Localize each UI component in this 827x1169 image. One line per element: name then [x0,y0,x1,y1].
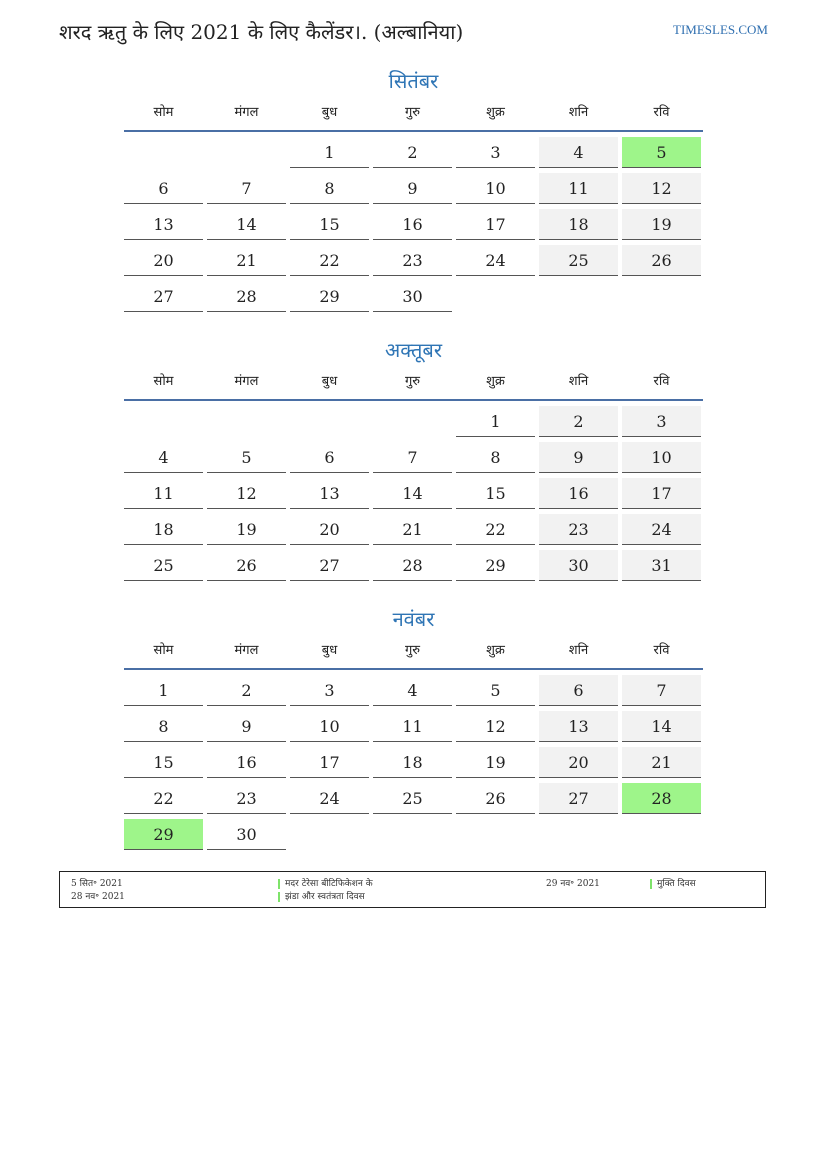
day-cell: 19 [456,747,535,778]
weekday-label: मंगल [234,643,259,658]
day-cell: 16 [373,209,452,240]
weekday-label: मंगल [234,105,259,120]
day-cell: 29 [290,281,369,312]
weekday-label: शनि [568,643,589,658]
day-cell: 28 [373,550,452,581]
holiday-day-cell: 28 [622,783,701,814]
day-cell: 4 [539,137,618,168]
day-cell: 4 [124,442,203,473]
day-cell: 13 [539,711,618,742]
weekday-label: बुध [321,105,338,120]
holiday-color-swatch [278,879,280,889]
holiday-day-cell: 29 [124,819,203,850]
day-cell: 17 [456,209,535,240]
day-cell: 13 [290,478,369,509]
legend-date: 5 सित॰ 2021 [71,879,123,889]
day-cell: 24 [290,783,369,814]
weekday-label: गुरु [404,643,421,658]
day-cell: 1 [456,406,535,437]
day-cell: 11 [124,478,203,509]
day-cell: 8 [124,711,203,742]
day-cell: 5 [207,442,286,473]
weekday-label: शनि [568,374,589,389]
day-cell: 25 [539,245,618,276]
weekday-label: रवि [653,374,670,389]
month-title: नवंबर [392,607,435,631]
day-cell: 21 [207,245,286,276]
day-cell: 27 [124,281,203,312]
weekday-label: शुक्र [486,105,505,120]
day-cell: 17 [622,478,701,509]
day-cell: 28 [207,281,286,312]
day-cell: 21 [622,747,701,778]
day-cell: 29 [456,550,535,581]
day-cell: 16 [539,478,618,509]
month-november [124,604,703,850]
day-cell: 26 [622,245,701,276]
weekday-label: बुध [321,374,338,389]
day-cell: 10 [456,173,535,204]
day-cell: 20 [290,514,369,545]
legend-date: 29 नव॰ 2021 [546,879,600,889]
day-cell: 13 [124,209,203,240]
day-cell: 19 [207,514,286,545]
weekday-label: सोम [153,643,174,658]
holiday-day-cell: 5 [622,137,701,168]
month-title: सितंबर [388,69,439,93]
day-cell: 17 [290,747,369,778]
day-cell: 15 [456,478,535,509]
empty-cell [124,137,203,168]
day-cell: 2 [373,137,452,168]
month-title: अक्तूबर [385,338,442,362]
weekday-label: मंगल [234,374,259,389]
day-cell: 24 [456,245,535,276]
weekday-label: गुरु [404,374,421,389]
page-title: शरद ऋतु के लिए 2021 के लिए कैलेंडर।. (अल्बानिया) [59,20,464,44]
day-cell: 14 [622,711,701,742]
day-cell: 12 [622,173,701,204]
day-cell: 6 [290,442,369,473]
day-cell: 19 [622,209,701,240]
day-cell: 27 [290,550,369,581]
day-grid [124,137,703,312]
legend-holiday-name: मुक्ति दिवस [650,878,696,890]
day-cell: 11 [539,173,618,204]
day-cell: 6 [539,675,618,706]
day-cell: 12 [456,711,535,742]
day-cell: 24 [622,514,701,545]
day-cell: 18 [539,209,618,240]
day-cell: 14 [373,478,452,509]
day-cell: 7 [207,173,286,204]
legend-date: 28 नव॰ 2021 [71,892,125,902]
weekday-label: रवि [653,105,670,120]
holiday-legend [59,871,766,908]
weekday-label: गुरु [404,105,421,120]
day-cell: 25 [124,550,203,581]
day-grid [124,675,703,850]
month-september [124,66,703,312]
weekday-header [124,369,703,401]
day-cell: 18 [124,514,203,545]
day-cell: 7 [373,442,452,473]
weekday-header [124,100,703,132]
empty-cell [207,406,286,437]
day-cell: 3 [456,137,535,168]
legend-holiday-name: मदर टेरेसा बीटिफिकेशन के [278,878,373,890]
empty-cell [373,406,452,437]
day-cell: 5 [456,675,535,706]
day-cell: 18 [373,747,452,778]
day-cell: 22 [456,514,535,545]
weekday-header [124,638,703,670]
day-cell: 2 [207,675,286,706]
day-cell: 30 [207,819,286,850]
day-cell: 23 [539,514,618,545]
day-cell: 16 [207,747,286,778]
day-cell: 27 [539,783,618,814]
day-cell: 9 [207,711,286,742]
empty-cell [290,406,369,437]
holiday-color-swatch [650,879,652,889]
day-cell: 8 [456,442,535,473]
day-cell: 22 [290,245,369,276]
day-cell: 7 [622,675,701,706]
day-cell: 25 [373,783,452,814]
weekday-label: शनि [568,105,589,120]
day-cell: 9 [373,173,452,204]
day-cell: 20 [124,245,203,276]
day-cell: 30 [539,550,618,581]
day-cell: 15 [124,747,203,778]
day-cell: 22 [124,783,203,814]
weekday-label: शुक्र [486,374,505,389]
day-cell: 23 [207,783,286,814]
day-cell: 1 [124,675,203,706]
legend-holiday-name: झंडा और स्वतंत्रता दिवस [278,891,365,903]
weekday-label: सोम [153,374,174,389]
day-cell: 23 [373,245,452,276]
day-cell: 8 [290,173,369,204]
day-cell: 1 [290,137,369,168]
weekday-label: शुक्र [486,643,505,658]
day-cell: 10 [290,711,369,742]
empty-cell [207,137,286,168]
weekday-label: सोम [153,105,174,120]
day-cell: 26 [207,550,286,581]
holiday-color-swatch [278,892,280,902]
day-grid [124,406,703,581]
day-cell: 3 [622,406,701,437]
day-cell: 20 [539,747,618,778]
weekday-label: बुध [321,643,338,658]
day-cell: 21 [373,514,452,545]
day-cell: 11 [373,711,452,742]
day-cell: 9 [539,442,618,473]
day-cell: 4 [373,675,452,706]
day-cell: 15 [290,209,369,240]
day-cell: 31 [622,550,701,581]
empty-cell [124,406,203,437]
day-cell: 26 [456,783,535,814]
day-cell: 2 [539,406,618,437]
day-cell: 14 [207,209,286,240]
month-october [124,335,703,581]
weekday-label: रवि [653,643,670,658]
day-cell: 10 [622,442,701,473]
day-cell: 30 [373,281,452,312]
day-cell: 12 [207,478,286,509]
site-link[interactable]: TIMESLES.COM [673,22,768,37]
day-cell: 6 [124,173,203,204]
day-cell: 3 [290,675,369,706]
